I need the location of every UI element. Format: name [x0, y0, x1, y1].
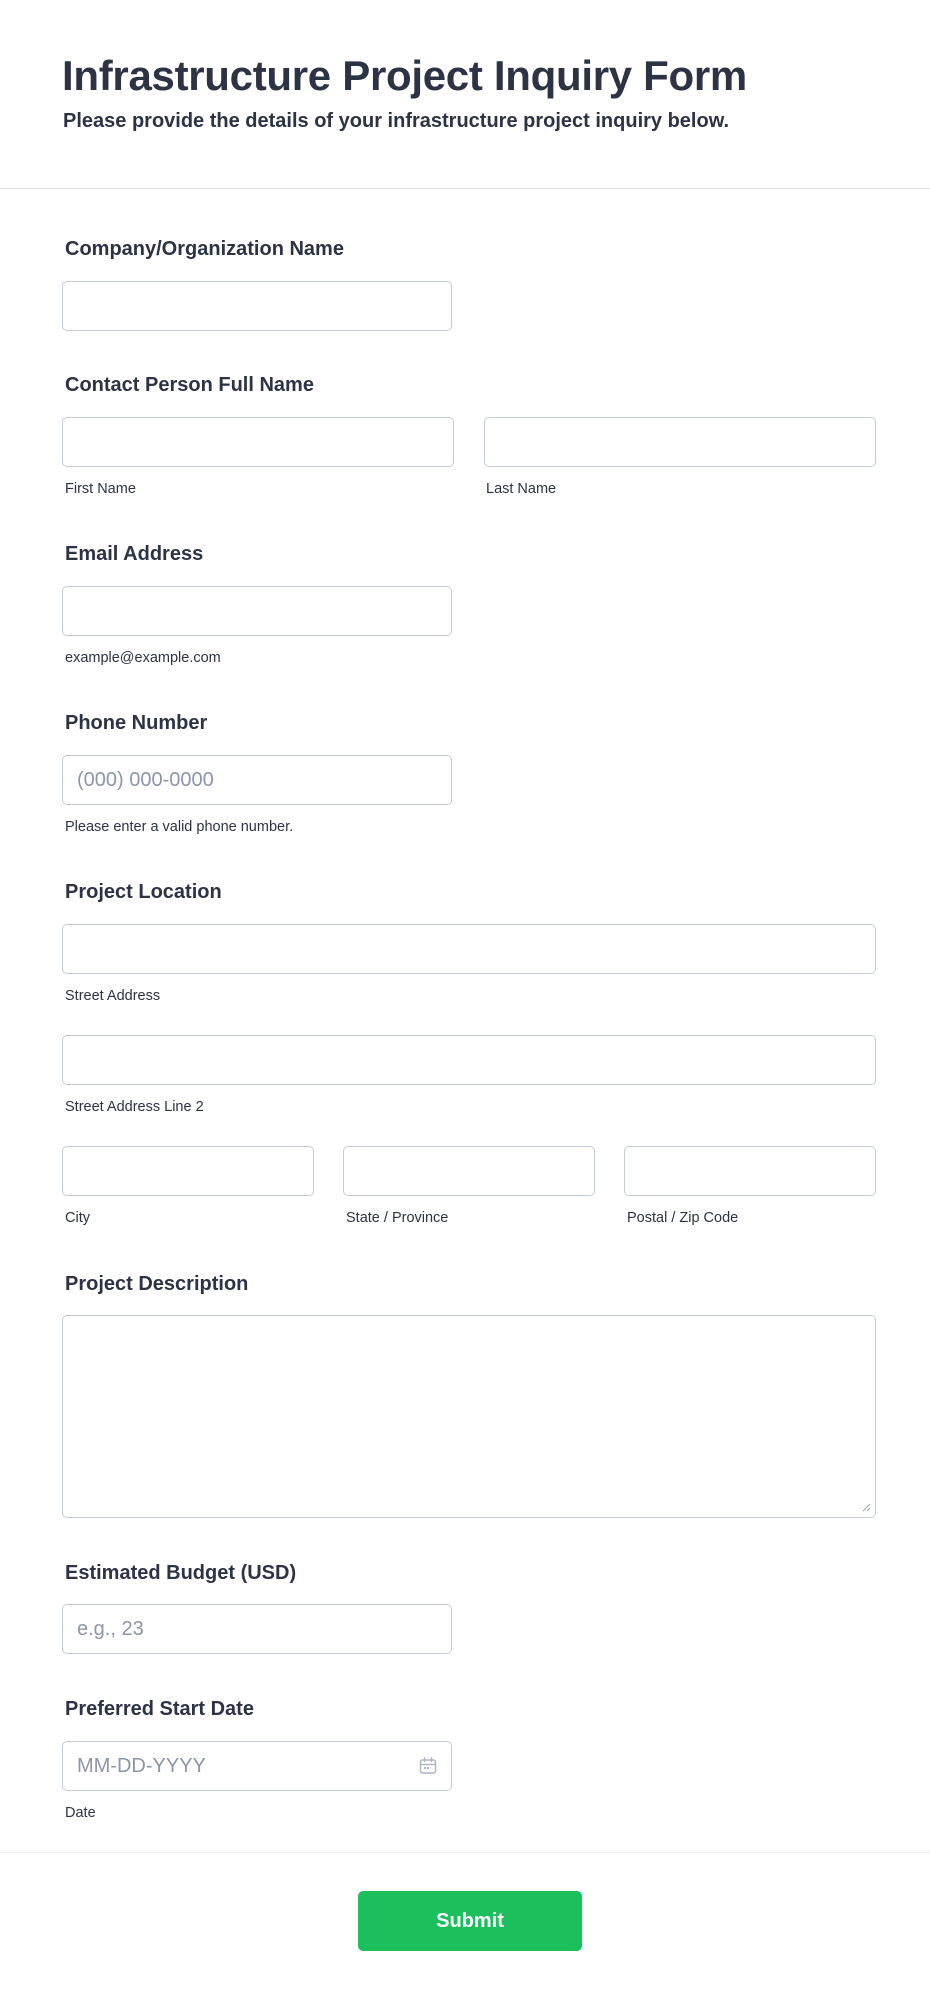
project-description-label: Project Description [65, 1273, 249, 1295]
street-address-line2-sublabel: Street Address Line 2 [65, 1099, 204, 1115]
street-address-line2-input[interactable] [62, 1035, 876, 1085]
budget-label: Estimated Budget (USD) [65, 1562, 297, 1584]
postal-zip-sublabel: Postal / Zip Code [627, 1210, 739, 1226]
footer-divider [0, 1852, 930, 1853]
phone-label: Phone Number [65, 712, 208, 734]
start-date-sublabel: Date [65, 1805, 96, 1821]
first-name-input[interactable] [62, 417, 454, 467]
form-header [0, 0, 930, 189]
email-input[interactable] [62, 586, 452, 636]
city-sublabel: City [65, 1210, 90, 1226]
state-province-input[interactable] [343, 1146, 595, 1196]
email-label: Email Address [65, 543, 204, 565]
project-description-textarea[interactable] [62, 1315, 876, 1518]
submit-button[interactable]: Submit [358, 1891, 582, 1951]
street-address-input[interactable] [62, 924, 876, 974]
form-title: Infrastructure Project Inquiry Form [62, 52, 747, 99]
form-subtitle: Please provide the details of your infrastructure project inquiry below. [63, 110, 730, 132]
postal-zip-input[interactable] [624, 1146, 876, 1196]
start-date-input[interactable] [62, 1741, 452, 1791]
last-name-sublabel: Last Name [486, 481, 557, 497]
budget-input[interactable] [62, 1604, 452, 1654]
phone-input[interactable] [62, 755, 452, 805]
first-name-sublabel: First Name [65, 481, 136, 497]
street-address-sublabel: Street Address [65, 988, 161, 1004]
company-label: Company/Organization Name [65, 238, 344, 260]
email-sublabel: example@example.com [65, 650, 221, 666]
calendar-icon[interactable] [418, 1756, 438, 1776]
resize-grip-icon[interactable] [861, 1502, 871, 1512]
contact-name-label: Contact Person Full Name [65, 374, 314, 396]
phone-sublabel: Please enter a valid phone number. [65, 819, 294, 835]
last-name-input[interactable] [484, 417, 876, 467]
city-input[interactable] [62, 1146, 314, 1196]
project-location-label: Project Location [65, 881, 222, 903]
state-province-sublabel: State / Province [346, 1210, 449, 1226]
start-date-label: Preferred Start Date [65, 1698, 254, 1720]
company-input[interactable] [62, 281, 452, 331]
